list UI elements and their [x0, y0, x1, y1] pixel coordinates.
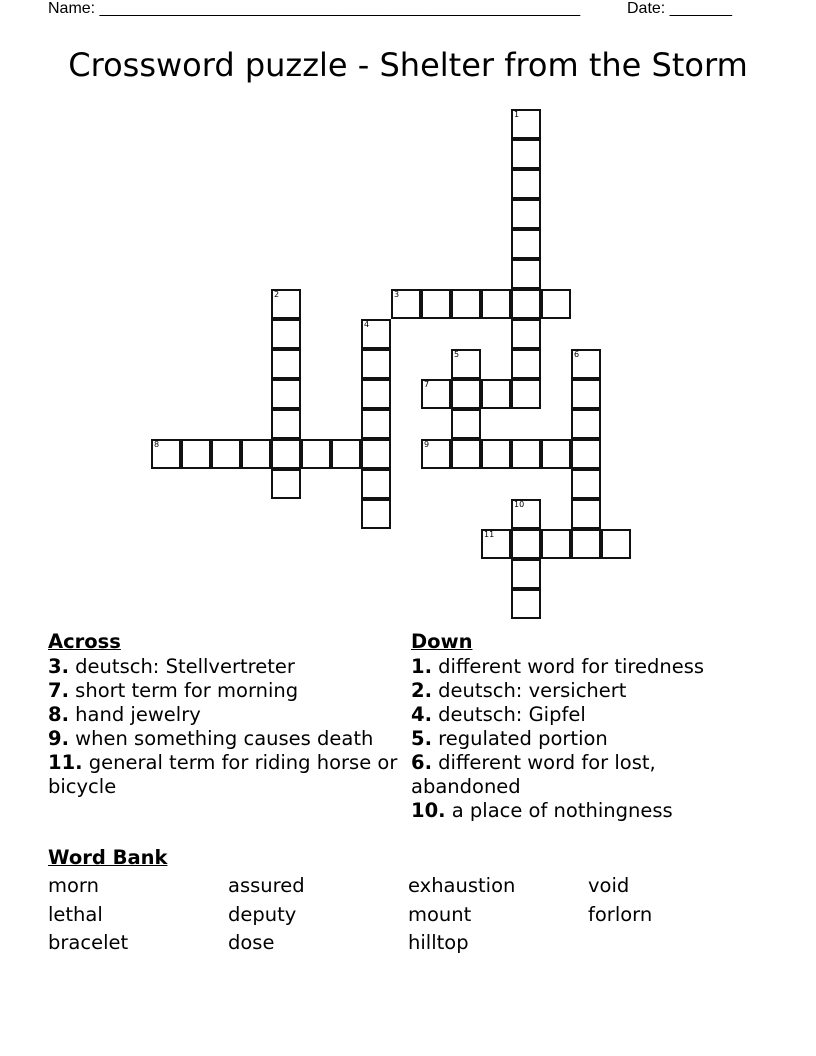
grid-cell[interactable] — [241, 439, 271, 469]
grid-cell[interactable] — [451, 439, 481, 469]
clue-number: 8 — [154, 440, 160, 449]
page-title: Crossword puzzle - Shelter from the Storm — [68, 46, 748, 84]
grid-cell[interactable] — [571, 379, 601, 409]
clue-number: 10. — [411, 799, 446, 822]
word-bank-item: lethal — [48, 902, 103, 926]
grid-cell[interactable] — [451, 409, 481, 439]
grid-cell[interactable] — [571, 409, 601, 439]
grid-cell[interactable] — [361, 319, 391, 349]
grid-cell[interactable] — [481, 529, 511, 559]
down-clue — [411, 799, 751, 823]
clue-number: 6 — [574, 350, 580, 359]
word-bank-item: bracelet — [48, 931, 129, 954]
word-bank-item: forlorn — [588, 902, 653, 926]
word-bank-item: void — [588, 874, 630, 897]
grid-cell[interactable] — [511, 289, 541, 319]
grid-cell[interactable] — [511, 319, 541, 349]
clue-number: 4. — [411, 703, 432, 726]
grid-cell[interactable] — [511, 349, 541, 379]
grid-cell[interactable] — [361, 349, 391, 379]
word-bank-item: dose — [228, 931, 275, 954]
down-clues — [411, 630, 751, 823]
across-clue — [48, 727, 398, 751]
grid-cell[interactable] — [451, 289, 481, 319]
clue-number: 7. — [48, 679, 69, 702]
across-clue — [48, 655, 398, 679]
grid-cell[interactable] — [271, 469, 301, 499]
clue-number: 7 — [424, 380, 430, 389]
clue-number: 9 — [424, 440, 430, 449]
grid-cell[interactable] — [421, 379, 451, 409]
grid-cell[interactable] — [571, 349, 601, 379]
word-bank-item: assured — [228, 874, 305, 897]
word-bank-item: mount — [408, 902, 472, 926]
across-heading: Across — [48, 630, 121, 653]
grid-cell[interactable] — [151, 439, 181, 469]
grid-cell[interactable] — [451, 379, 481, 409]
clue-text: deutsch: versichert — [431, 679, 627, 702]
grid-cell[interactable] — [511, 139, 541, 169]
grid-cell[interactable] — [511, 589, 541, 619]
clue-number: 4 — [364, 320, 370, 329]
clue-text: hand jewelry — [68, 703, 201, 726]
across-clue — [48, 679, 398, 703]
clue-text: a place of nothingness — [445, 799, 673, 822]
grid-cell[interactable] — [571, 499, 601, 529]
clue-number: 1 — [514, 110, 520, 119]
grid-cell[interactable] — [361, 409, 391, 439]
clue-number: 10 — [514, 500, 525, 509]
word-bank — [48, 846, 768, 960]
grid-cell[interactable] — [361, 499, 391, 529]
grid-cell[interactable] — [421, 289, 451, 319]
clue-text: short term for morning — [68, 679, 299, 702]
across-clue — [48, 751, 398, 799]
grid-cell[interactable] — [301, 439, 331, 469]
clue-number: 6. — [411, 751, 432, 774]
grid-cell[interactable] — [541, 289, 571, 319]
clue-text: regulated portion — [431, 727, 608, 750]
down-clue — [411, 679, 751, 703]
grid-cell[interactable] — [271, 319, 301, 349]
word-bank-item: exhaustion — [408, 874, 516, 897]
date-field-label: Date: _______ — [627, 0, 732, 17]
clue-number: 5 — [454, 350, 460, 359]
clue-number: 2. — [411, 679, 432, 702]
grid-cell[interactable] — [511, 169, 541, 199]
down-clue — [411, 727, 751, 751]
grid-cell[interactable] — [571, 439, 601, 469]
grid-cell[interactable] — [271, 439, 301, 469]
down-clue — [411, 703, 751, 727]
clue-text: different word for lost, abandoned — [411, 751, 656, 798]
grid-cell[interactable] — [271, 379, 301, 409]
grid-cell[interactable] — [391, 289, 421, 319]
grid-cell[interactable] — [511, 109, 541, 139]
grid-cell[interactable] — [511, 499, 541, 529]
grid-cell[interactable] — [541, 439, 571, 469]
clue-number: 1. — [411, 655, 432, 678]
clue-number: 11 — [484, 530, 495, 539]
grid-cell[interactable] — [511, 379, 541, 409]
clue-number: 2 — [274, 290, 280, 299]
grid-cell[interactable] — [451, 349, 481, 379]
across-clues — [48, 630, 398, 799]
clue-number: 8. — [48, 703, 69, 726]
down-clue — [411, 655, 751, 679]
grid-cell[interactable] — [361, 469, 391, 499]
grid-cell[interactable] — [331, 439, 361, 469]
grid-cell[interactable] — [361, 439, 391, 469]
clue-text: general term for riding horse or bicycle — [48, 751, 398, 798]
word-bank-item: morn — [48, 874, 99, 897]
grid-cell[interactable] — [571, 469, 601, 499]
grid-cell[interactable] — [181, 439, 211, 469]
clue-number: 3 — [394, 290, 400, 299]
grid-cell[interactable] — [511, 439, 541, 469]
name-field-label: Name: ______________________________________________________ — [48, 0, 581, 17]
grid-cell[interactable] — [271, 349, 301, 379]
grid-cell[interactable] — [481, 439, 511, 469]
clue-text: deutsch: Stellvertreter — [68, 655, 295, 678]
clue-number: 5. — [411, 727, 432, 750]
word-bank-heading: Word Bank — [48, 846, 168, 869]
grid-cell[interactable] — [511, 559, 541, 589]
down-clue — [411, 751, 751, 799]
word-bank-item: deputy — [228, 902, 297, 926]
grid-cell[interactable] — [481, 289, 511, 319]
down-heading: Down — [411, 630, 473, 653]
grid-cell[interactable] — [271, 409, 301, 439]
grid-cell[interactable] — [571, 529, 601, 559]
grid-cell[interactable] — [421, 439, 451, 469]
clue-text: deutsch: Gipfel — [431, 703, 586, 726]
clue-text: when something causes death — [68, 727, 374, 750]
grid-cell[interactable] — [511, 529, 541, 559]
clue-text: different word for tiredness — [431, 655, 705, 678]
grid-cell[interactable] — [361, 379, 391, 409]
grid-cell[interactable] — [511, 199, 541, 229]
clue-number: 3. — [48, 655, 69, 678]
grid-cell[interactable] — [511, 259, 541, 289]
grid-cell[interactable] — [481, 379, 511, 409]
grid-cell[interactable] — [541, 529, 571, 559]
grid-cell[interactable] — [601, 529, 631, 559]
grid-cell[interactable] — [271, 289, 301, 319]
clue-number: 11. — [48, 751, 83, 774]
clue-number: 9. — [48, 727, 69, 750]
across-clue — [48, 703, 398, 727]
grid-cell[interactable] — [211, 439, 241, 469]
word-bank-item: hilltop — [408, 931, 469, 954]
grid-cell[interactable] — [511, 229, 541, 259]
